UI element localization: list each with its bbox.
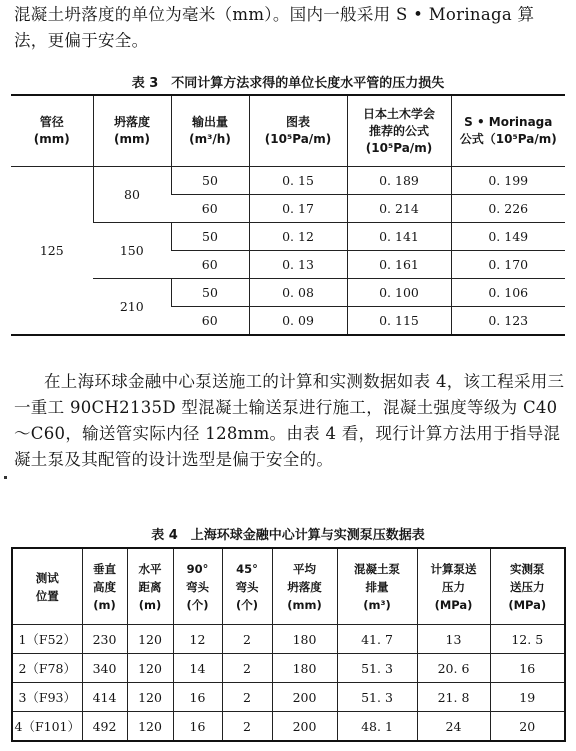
table-cell: 20 bbox=[490, 712, 565, 742]
jsce-value-cell: 0. 189 bbox=[347, 167, 451, 195]
output-cell: 60 bbox=[171, 195, 249, 223]
table3-header-row bbox=[11, 95, 565, 167]
pipe-diameter-cell: 125 bbox=[11, 167, 93, 336]
table-cell: 2 bbox=[222, 654, 272, 683]
morinaga-value-cell: 0. 199 bbox=[451, 167, 565, 195]
jsce-value-cell: 0. 214 bbox=[347, 195, 451, 223]
table4 bbox=[11, 547, 566, 742]
table-cell: 1（F52） bbox=[12, 625, 82, 654]
table4-header-cell: 测试 位置 bbox=[12, 548, 82, 625]
table3 bbox=[11, 94, 565, 336]
paragraph-body: 在上海环球金融中心泵送施工的计算和实测数据如表 4，该工程采用三一重工 90CH2135D 型混凝土输送泵进行施工，混凝土强度等级为 C40～C60，输送管实际内径 128mm。由表 4 看，现行计算方法用于指导混凝土泵及其配管的设计选型是偏于安全的。 bbox=[14, 372, 565, 469]
table-cell: 2 bbox=[222, 625, 272, 654]
table-cell: 14 bbox=[173, 654, 222, 683]
table-cell: 4（F101） bbox=[12, 712, 82, 742]
table3-header-cell: S • Morinaga 公式（10⁵Pa/m) bbox=[451, 95, 565, 167]
table3-header-cell: 输出量 (m³/h) bbox=[171, 95, 249, 167]
chart-value-cell: 0. 13 bbox=[249, 251, 347, 279]
table-cell: 492 bbox=[82, 712, 127, 742]
table-cell: 12 bbox=[173, 625, 222, 654]
output-cell: 50 bbox=[171, 223, 249, 251]
table-cell: 20. 6 bbox=[417, 654, 490, 683]
morinaga-value-cell: 0. 123 bbox=[451, 307, 565, 336]
table4-header-cell: 实测泵 送压力 (MPa) bbox=[490, 548, 565, 625]
table-cell: 13 bbox=[417, 625, 490, 654]
slump-cell: 80 bbox=[93, 167, 171, 223]
jsce-value-cell: 0. 161 bbox=[347, 251, 451, 279]
table-cell: 16 bbox=[173, 683, 222, 712]
chart-value-cell: 0. 17 bbox=[249, 195, 347, 223]
table-cell: 3（F93） bbox=[12, 683, 82, 712]
slump-cell: 150 bbox=[93, 223, 171, 279]
table-row bbox=[12, 712, 565, 742]
table-cell: 2 bbox=[222, 683, 272, 712]
table-cell: 120 bbox=[127, 712, 173, 742]
table-cell: 19 bbox=[490, 683, 565, 712]
table3-header-cell: 坍落度 (mm) bbox=[93, 95, 171, 167]
table-cell: 2 bbox=[222, 712, 272, 742]
table-cell: 120 bbox=[127, 683, 173, 712]
table4-header-cell: 计算泵送 压力 (MPa) bbox=[417, 548, 490, 625]
table-row bbox=[12, 683, 565, 712]
table-cell: 200 bbox=[272, 712, 337, 742]
table-row bbox=[12, 654, 565, 683]
slump-cell: 210 bbox=[93, 279, 171, 336]
chart-value-cell: 0. 12 bbox=[249, 223, 347, 251]
table4-header-cell: 平均 坍落度 (mm) bbox=[272, 548, 337, 625]
table4-header-cell: 45° 弯头 (个) bbox=[222, 548, 272, 625]
table-cell: 200 bbox=[272, 683, 337, 712]
morinaga-value-cell: 0. 170 bbox=[451, 251, 565, 279]
table-cell: 180 bbox=[272, 654, 337, 683]
table3-header-cell: 管径 (mm) bbox=[11, 95, 93, 167]
table-cell: 12. 5 bbox=[490, 625, 565, 654]
table4-header-row bbox=[12, 548, 565, 625]
jsce-value-cell: 0. 115 bbox=[347, 307, 451, 336]
table-cell: 230 bbox=[82, 625, 127, 654]
table-row bbox=[11, 223, 565, 251]
table-row bbox=[11, 279, 565, 307]
chart-value-cell: 0. 08 bbox=[249, 279, 347, 307]
jsce-value-cell: 0. 141 bbox=[347, 223, 451, 251]
table-cell: 120 bbox=[127, 654, 173, 683]
morinaga-value-cell: 0. 226 bbox=[451, 195, 565, 223]
chart-value-cell: 0. 15 bbox=[249, 167, 347, 195]
table3-caption: 表 3 不同计算方法求得的单位长度水平管的压力损失 bbox=[131, 76, 445, 91]
table4-header-cell: 混凝土泵 排量 (m³) bbox=[337, 548, 417, 625]
table-cell: 51. 3 bbox=[337, 654, 417, 683]
table-cell: 2（F78） bbox=[12, 654, 82, 683]
paragraph-intro: 混凝土坍落度的单位为毫米（mm）。国内一般采用 S • Morinaga 算法，更偏于安全。 bbox=[14, 5, 535, 50]
table-cell: 51. 3 bbox=[337, 683, 417, 712]
table-cell: 16 bbox=[490, 654, 565, 683]
jsce-value-cell: 0. 100 bbox=[347, 279, 451, 307]
table-cell: 21. 8 bbox=[417, 683, 490, 712]
output-cell: 60 bbox=[171, 307, 249, 336]
output-cell: 50 bbox=[171, 279, 249, 307]
table4-header-cell: 90° 弯头 (个) bbox=[173, 548, 222, 625]
table-cell: 414 bbox=[82, 683, 127, 712]
output-cell: 60 bbox=[171, 251, 249, 279]
output-cell: 50 bbox=[171, 167, 249, 195]
morinaga-value-cell: 0. 106 bbox=[451, 279, 565, 307]
stray-dot-mark bbox=[4, 476, 7, 479]
table-cell: 24 bbox=[417, 712, 490, 742]
table4-header-cell: 水平 距离 (m) bbox=[127, 548, 173, 625]
table-row bbox=[11, 167, 565, 195]
morinaga-value-cell: 0. 149 bbox=[451, 223, 565, 251]
table3-header-cell: 日本土木学会 推荐的公式 (10⁵Pa/m) bbox=[347, 95, 451, 167]
table-cell: 340 bbox=[82, 654, 127, 683]
table4-header-cell: 垂直 高度 (m) bbox=[82, 548, 127, 625]
table4-caption: 表 4 上海环球金融中心计算与实测泵压数据表 bbox=[151, 528, 425, 543]
table-row bbox=[12, 625, 565, 654]
table-cell: 120 bbox=[127, 625, 173, 654]
table-cell: 41. 7 bbox=[337, 625, 417, 654]
table-cell: 180 bbox=[272, 625, 337, 654]
chart-value-cell: 0. 09 bbox=[249, 307, 347, 336]
table3-header-cell: 图表 (10⁵Pa/m) bbox=[249, 95, 347, 167]
table-cell: 48. 1 bbox=[337, 712, 417, 742]
table-cell: 16 bbox=[173, 712, 222, 742]
